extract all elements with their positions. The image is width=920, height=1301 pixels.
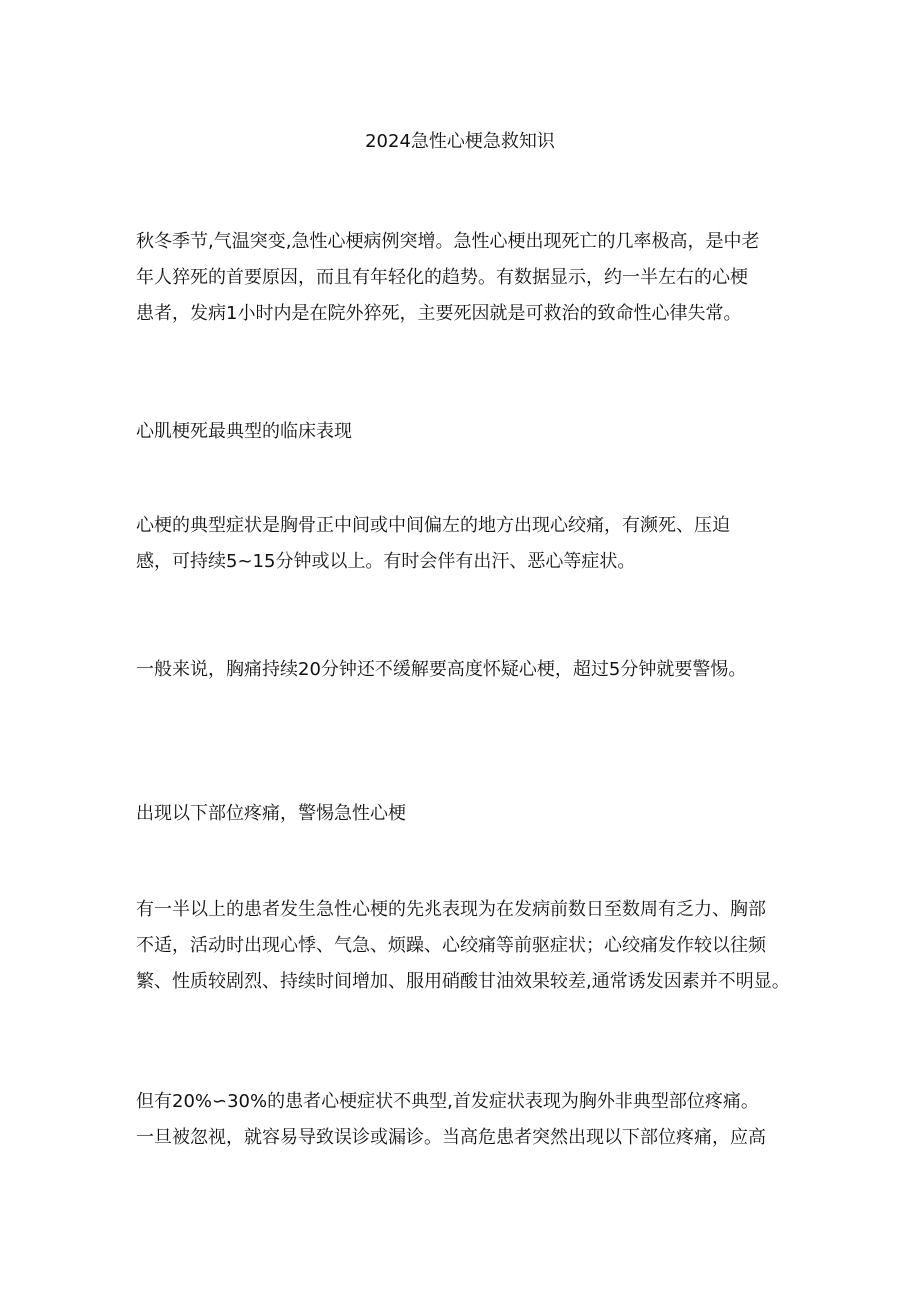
text-line: 心梗的典型症状是胸骨正中间或中间偏左的地方出现心绞痛，有濒死、压迫 [136,515,730,536]
text-line: 但有20%∽30%的患者心梗症状不典型,首发症状表现为胸外非典型部位疼痛。 [136,1091,759,1112]
text-line: 感，可持续5~15分钟或以上。有时会伴有出汗、恶心等症状。 [136,551,636,572]
text-line: 一旦被忽视，就容易导致误诊或漏诊。当高危患者突然出现以下部位疼痛，应高 [136,1127,766,1148]
text-line: 有一半以上的患者发生急性心梗的先兆表现为在发病前数日至数周有乏力、胸部 [136,899,766,920]
paragraph-warning-signs [136,892,796,1000]
text-line: 心肌梗死最典型的临床表现 [136,421,352,442]
page-title: 2024急性心梗急救知识 [365,131,555,152]
text-line: 一般来说，胸痛持续20分钟还不缓解要高度怀疑心梗，超过5分钟就要警惕。 [136,659,747,680]
paragraph-intro [136,224,796,332]
paragraph-atypical-symptoms [136,1084,796,1156]
text-line: 出现以下部位疼痛，警惕急性心梗 [136,803,406,824]
text-line: 繁、性质较剧烈、持续时间增加、服用硝酸甘油效果较差,通常诱发因素并不明显。 [136,971,790,992]
section-heading-pain-locations [136,796,796,832]
text-line: 不适，活动时出现心悸、气急、烦躁、心绞痛等前驱症状；心绞痛发作较以往频 [136,935,766,956]
paragraph-chest-pain-duration [136,652,796,688]
section-heading-typical-symptoms [136,414,796,450]
text-line: 年人猝死的首要原因，而且有年轻化的趋势。有数据显示，约一半左右的心梗 [136,267,748,288]
paragraph-typical-symptoms [136,508,796,580]
text-line: 秋冬季节,气温突变,急性心梗病例突增。急性心梗出现死亡的几率极高，是中老 [136,231,760,252]
text-line: 患者，发病1小时内是在院外猝死，主要死因就是可救治的致命性心律失常。 [136,303,742,324]
